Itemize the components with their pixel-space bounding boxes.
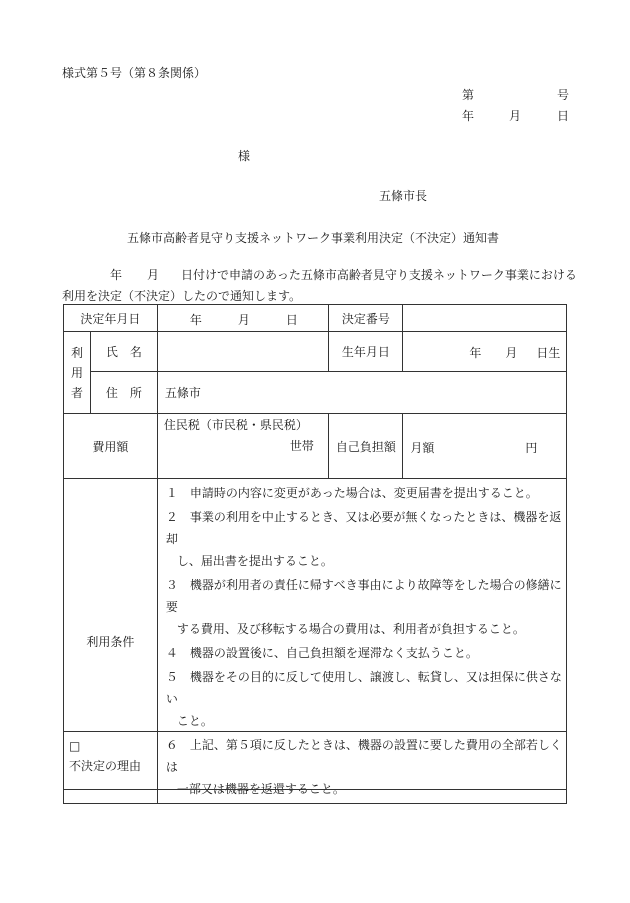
condition-3-line1: ３ 機器が利用者の責任に帰すべき事由により故障等をした場合の修繕に要 bbox=[165, 578, 562, 614]
condition-2-line1: ２ 事業の利用を中止するとき、又は必要が無くなったときは、機器を返却 bbox=[165, 510, 562, 546]
condition-item bbox=[166, 574, 562, 640]
reason-value[interactable] bbox=[157, 732, 566, 790]
decision-table bbox=[63, 304, 567, 804]
yen-label: 円 bbox=[525, 441, 538, 455]
self-pay-label: 自己負担額 bbox=[329, 414, 403, 479]
reason-label: 不決定の理由 bbox=[69, 759, 142, 773]
decision-year: 年 bbox=[189, 313, 202, 327]
body-month: 月 bbox=[147, 268, 160, 282]
date-day: 日 bbox=[557, 109, 570, 123]
condition-5-line1: ５ 機器をその目的に反して使用し、譲渡し、転貸し、又は担保に供さない bbox=[165, 670, 562, 706]
user-char-3: 者 bbox=[70, 385, 83, 400]
birth-month: 月 bbox=[505, 346, 518, 360]
decision-date-value[interactable] bbox=[157, 305, 329, 332]
monthly-cell[interactable] bbox=[403, 414, 567, 479]
decision-number-label: 決定番号 bbox=[329, 305, 403, 332]
date-month: 月 bbox=[509, 109, 522, 123]
tax-cell[interactable] bbox=[157, 414, 329, 479]
user-char-1: 利 bbox=[70, 345, 83, 360]
condition-3-line2: する費用、及び移転する場合の費用は、利用者が負担すること。 bbox=[176, 622, 525, 636]
household-label: 世帯 bbox=[289, 439, 314, 453]
birth-year: 年 bbox=[469, 346, 482, 360]
condition-item bbox=[166, 506, 562, 572]
name-value[interactable] bbox=[157, 332, 329, 372]
body-line1: 日付けで申請のあった五條市高齢者見守り支援ネットワーク事業における bbox=[181, 268, 577, 282]
decision-day: 日 bbox=[285, 313, 298, 327]
birthdate-label: 生年月日 bbox=[329, 332, 403, 372]
decision-date-label: 決定年月日 bbox=[64, 305, 158, 332]
reason-checkbox[interactable]: □ bbox=[69, 739, 81, 753]
address-value[interactable]: 五條市 bbox=[157, 372, 566, 414]
reason-label-cell bbox=[64, 732, 158, 790]
condition-5-line2: こと。 bbox=[176, 714, 213, 728]
condition-item bbox=[166, 666, 562, 732]
reason-table bbox=[63, 731, 567, 790]
address-label: 住 所 bbox=[90, 372, 157, 414]
user-char-2: 用 bbox=[70, 365, 83, 380]
addressee-sama: 様 bbox=[238, 149, 251, 163]
decision-month: 月 bbox=[237, 313, 250, 327]
document-title: 五條市高齢者見守り支援ネットワーク事業利用決定（不決定）通知書 bbox=[127, 231, 500, 245]
body-year: 年 bbox=[110, 268, 123, 282]
number-prefix: 第 bbox=[462, 88, 475, 102]
condition-6-line1: ６ 上記、第５項に反したときは、機器の設置に要した費用の全部若しくは bbox=[165, 738, 562, 774]
condition-1: １ 申請時の内容に変更があった場合は、変更届書を提出すること。 bbox=[165, 486, 538, 500]
conditions-label: 利用条件 bbox=[64, 479, 158, 804]
condition-2-line2: し、届出書を提出すること。 bbox=[176, 554, 333, 568]
number-suffix: 号 bbox=[557, 88, 570, 102]
condition-item bbox=[166, 482, 562, 504]
condition-4: ４ 機器の設置後に、自己負担額を遅滞なく支払うこと。 bbox=[165, 646, 478, 660]
issuer: 五條市長 bbox=[379, 189, 428, 203]
name-label: 氏 名 bbox=[90, 332, 157, 372]
birthdate-value[interactable] bbox=[403, 332, 567, 372]
monthly-label: 月額 bbox=[410, 441, 435, 455]
user-group-label bbox=[64, 332, 91, 414]
body-line2: 利用を決定（不決定）したので通知します。 bbox=[62, 289, 302, 303]
condition-item bbox=[166, 642, 562, 664]
form-label: 様式第５号（第８条関係） bbox=[62, 66, 207, 80]
cost-label: 費用額 bbox=[64, 414, 158, 479]
birth-day: 日生 bbox=[536, 346, 561, 360]
decision-number-value[interactable] bbox=[403, 305, 567, 332]
tax-label: 住民税（市民税・県民税） bbox=[163, 418, 308, 432]
condition-6-line2: 一部又は機器を返還すること。 bbox=[176, 782, 345, 796]
date-year: 年 bbox=[462, 109, 475, 123]
